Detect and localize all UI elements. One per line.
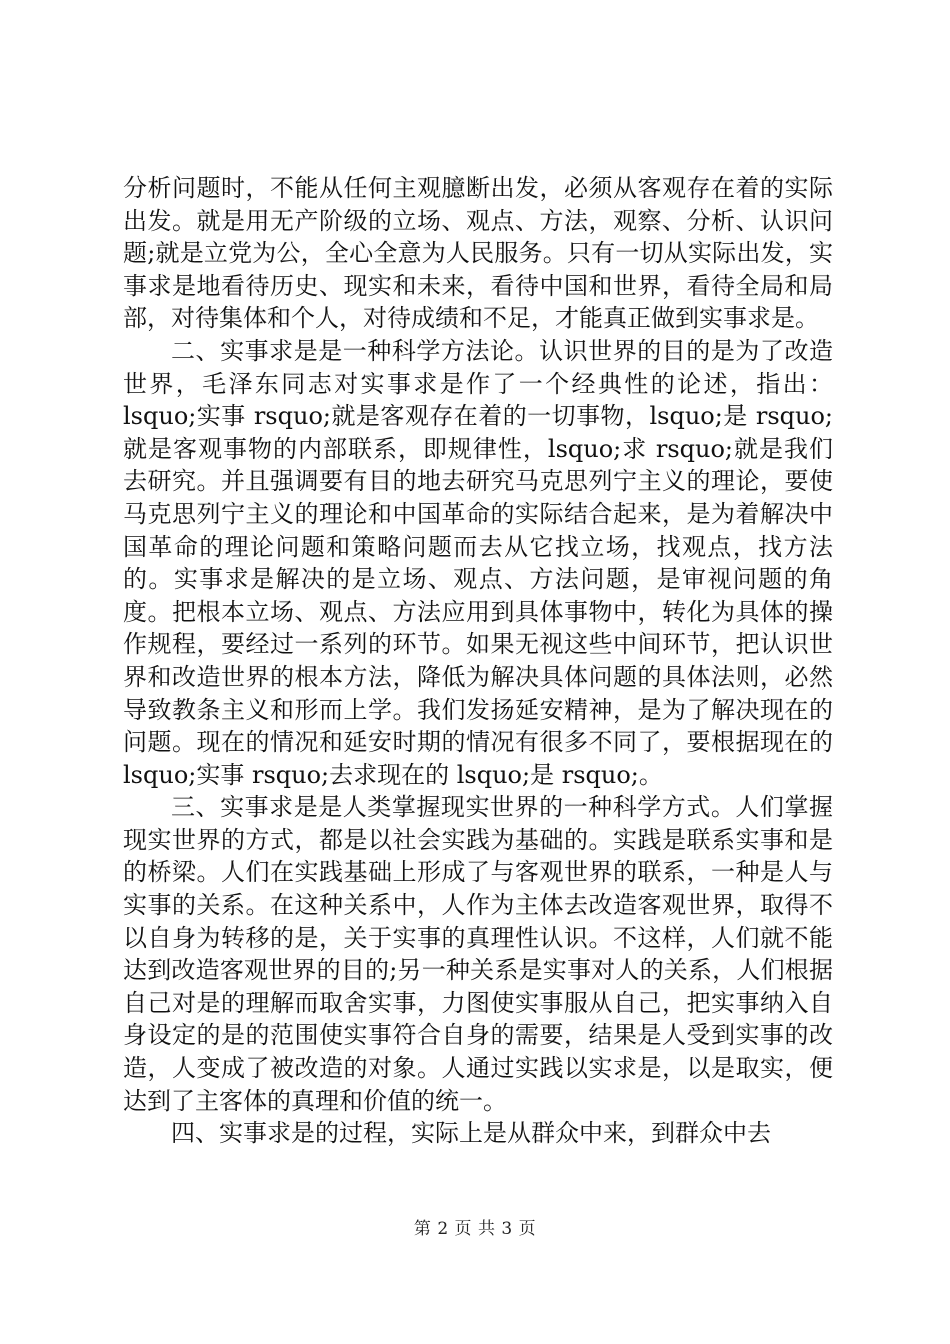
paragraph-section-2: 二、实事求是是一种科学方法论。认识世界的目的是为了改造世界，毛泽东同志对实事求是作了一个经典性的论述，指出：lsquo;实事 rsquo;就是客观存在着的一切事物，lsquo;是 rsquo;就是客观事物的内部联系，即规律性，lsquo;求 rsquo;就是我们去研究。并且强调要有目的地去研究马克思列宁主义的理论，要使马克思列宁主义的理论和中国革命的实际结合起来，是为着解决中国革命的理论问题和策略问题而去从它找立场，找观点，找方法的。实事求是解决的是立场、观点、方法问题，是审视问题的角度。把根本立场、观点、方法应用到具体事物中，转化为具体的操作规程，要经过一系列的环节。如果无视这些中间环节，把认识世界和改造世界的根本方法，降低为解决具体问题的具体法则，必然导致教条主义和形而上学。我们发扬延安精神，是为了解决现在的问题。现在的情况和延安时期的情况有很多不同了，要根据现在的 lsquo;实事 rsquo;去求现在的 lsquo;是 rsquo;。 — [123, 336, 833, 789]
document-body — [123, 172, 833, 1150]
paragraph-section-3: 三、实事求是是人类掌握现实世界的一种科学方式。人们掌握现实世界的方式，都是以社会实践为基础的。实践是联系实事和是的桥梁。人们在实践基础上形成了与客观世界的联系，一种是人与实事的关系。在这种关系中，人作为主体去改造客观世界，取得不以自身为转移的是，关于实事的真理性认识。不这样，人们就不能达到改造客观世界的目的;另一种关系是实事对人的关系，人们根据自己对是的理解而取舍实事，力图使实事服从自己，把实事纳入自身设定的是的范围使实事符合自身的需要，结果是人受到实事的改造，人变成了被改造的对象。人通过实践以实求是，以是取实，便达到了主客体的真理和价值的统一。 — [123, 793, 833, 1115]
paragraph-continuation: 分析问题时，不能从任何主观臆断出发，必须从客观存在着的实际出发。就是用无产阶级的立场、观点、方法，观察、分析、认识问题;就是立党为公，全心全意为人民服务。只有一切从实际出发，实事求是地看待历史、现实和未来，看待中国和世界，看待全局和局部，对待集体和个人，对待成绩和不足，才能真正做到实事求是。 — [123, 174, 833, 333]
paragraph-section-4: 四、实事求是的过程，实际上是从群众中来，到群众中去 — [171, 1119, 771, 1148]
page-number-footer: 第 2 页 共 3 页 — [413, 1219, 537, 1239]
